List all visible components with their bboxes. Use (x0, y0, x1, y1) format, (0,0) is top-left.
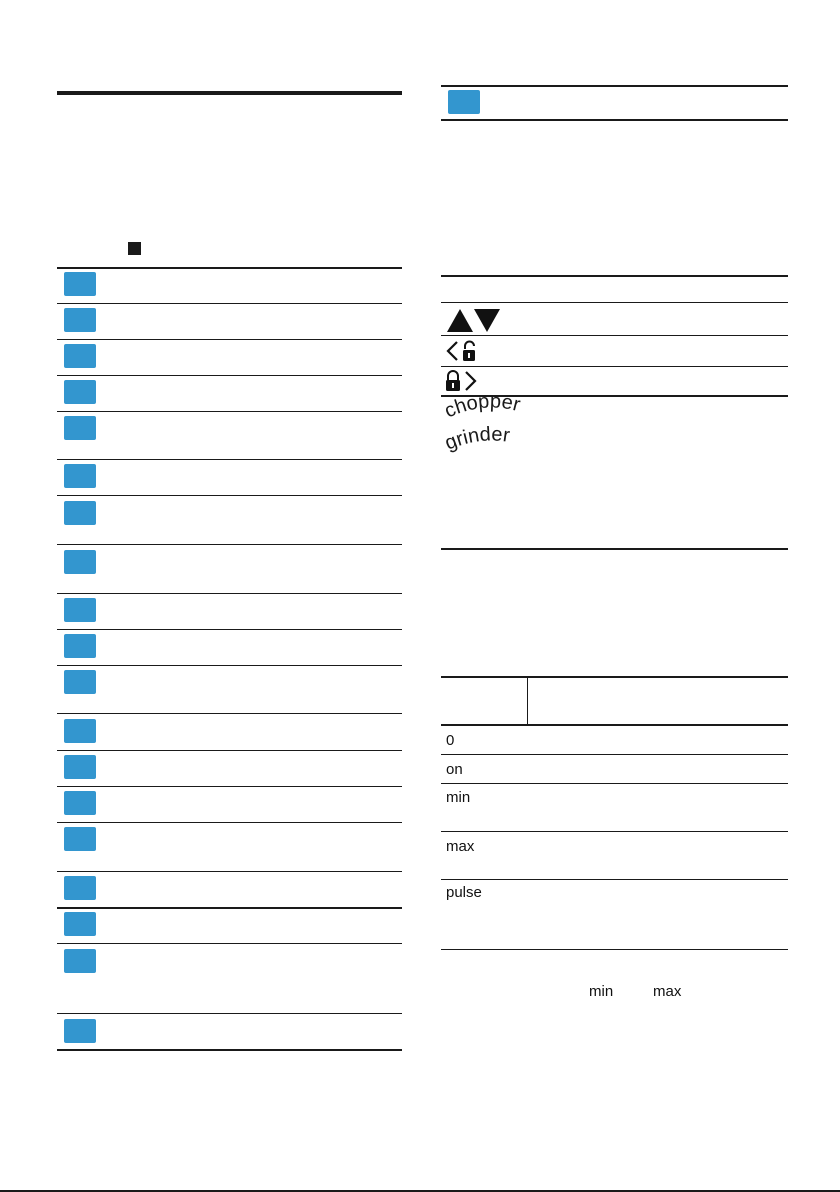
row-divider (441, 783, 788, 784)
right-top-bottom-rule (441, 119, 788, 121)
setting-label: min (446, 789, 471, 806)
setting-label: max (446, 838, 475, 855)
row-divider (57, 1049, 402, 1051)
item-number-badge (64, 501, 96, 525)
section-rule (441, 548, 788, 550)
item-number-badge (64, 380, 96, 404)
svg-text:grinder (444, 423, 512, 454)
symbols-table-header-top (441, 275, 788, 277)
row-divider (57, 943, 402, 944)
item-number-badge (64, 416, 96, 440)
item-number-badge (64, 719, 96, 743)
left-table-header-rule (57, 267, 402, 269)
item-number-badge (64, 755, 96, 779)
row-divider (441, 831, 788, 832)
item-number-badge (64, 550, 96, 574)
row-divider (57, 713, 402, 714)
item-number-badge (64, 827, 96, 851)
row-divider (57, 750, 402, 751)
left-section-heading-rule (57, 91, 402, 95)
inline-min-label: min (589, 983, 614, 1000)
row-divider (57, 629, 402, 630)
row-divider (57, 1013, 402, 1014)
item-number-badge (64, 272, 96, 296)
row-divider (57, 339, 402, 340)
settings-table-column-divider (527, 676, 528, 726)
item-number-badge (64, 598, 96, 622)
row-divider (57, 495, 402, 496)
row-divider (57, 665, 402, 666)
locked-padlock-chevron-right-icon (444, 369, 480, 393)
item-number-badge (448, 90, 480, 114)
row-divider (57, 459, 402, 460)
chopper-label: hopper (451, 396, 523, 419)
symbols-table-header-bottom (441, 302, 788, 303)
item-number-badge (64, 308, 96, 332)
settings-table-header-bottom (441, 724, 788, 726)
row-divider (57, 544, 402, 545)
row-divider (441, 366, 788, 367)
row-divider (441, 879, 788, 880)
item-number-badge (64, 1019, 96, 1043)
row-divider (57, 303, 402, 304)
right-top-rule (441, 85, 788, 87)
row-divider (441, 335, 788, 336)
grinder-label: rinder (453, 423, 512, 451)
row-divider (57, 822, 402, 823)
row-divider (57, 411, 402, 412)
item-number-badge (64, 464, 96, 488)
item-number-badge (64, 634, 96, 658)
setting-label: on (446, 761, 463, 778)
row-divider (57, 375, 402, 376)
row-divider (57, 786, 402, 787)
item-number-badge (64, 344, 96, 368)
item-number-badge (64, 912, 96, 936)
item-number-badge (64, 949, 96, 973)
inline-max-label: max (653, 983, 682, 1000)
up-down-triangles-icon (446, 307, 501, 333)
row-divider (441, 949, 788, 950)
item-number-badge (64, 791, 96, 815)
curved-attachment-labels-icon (444, 396, 544, 460)
setting-label: pulse (446, 884, 482, 901)
row-divider (57, 593, 402, 594)
settings-table-header-top (441, 676, 788, 678)
item-number-badge (64, 876, 96, 900)
chevron-left-unlocked-padlock-icon (445, 339, 481, 363)
row-divider (57, 871, 402, 872)
item-number-badge (64, 670, 96, 694)
setting-label: 0 (446, 732, 455, 749)
black-square-icon (128, 242, 141, 255)
row-divider (441, 754, 788, 755)
row-divider (57, 907, 402, 909)
svg-text:chopper (444, 396, 523, 422)
